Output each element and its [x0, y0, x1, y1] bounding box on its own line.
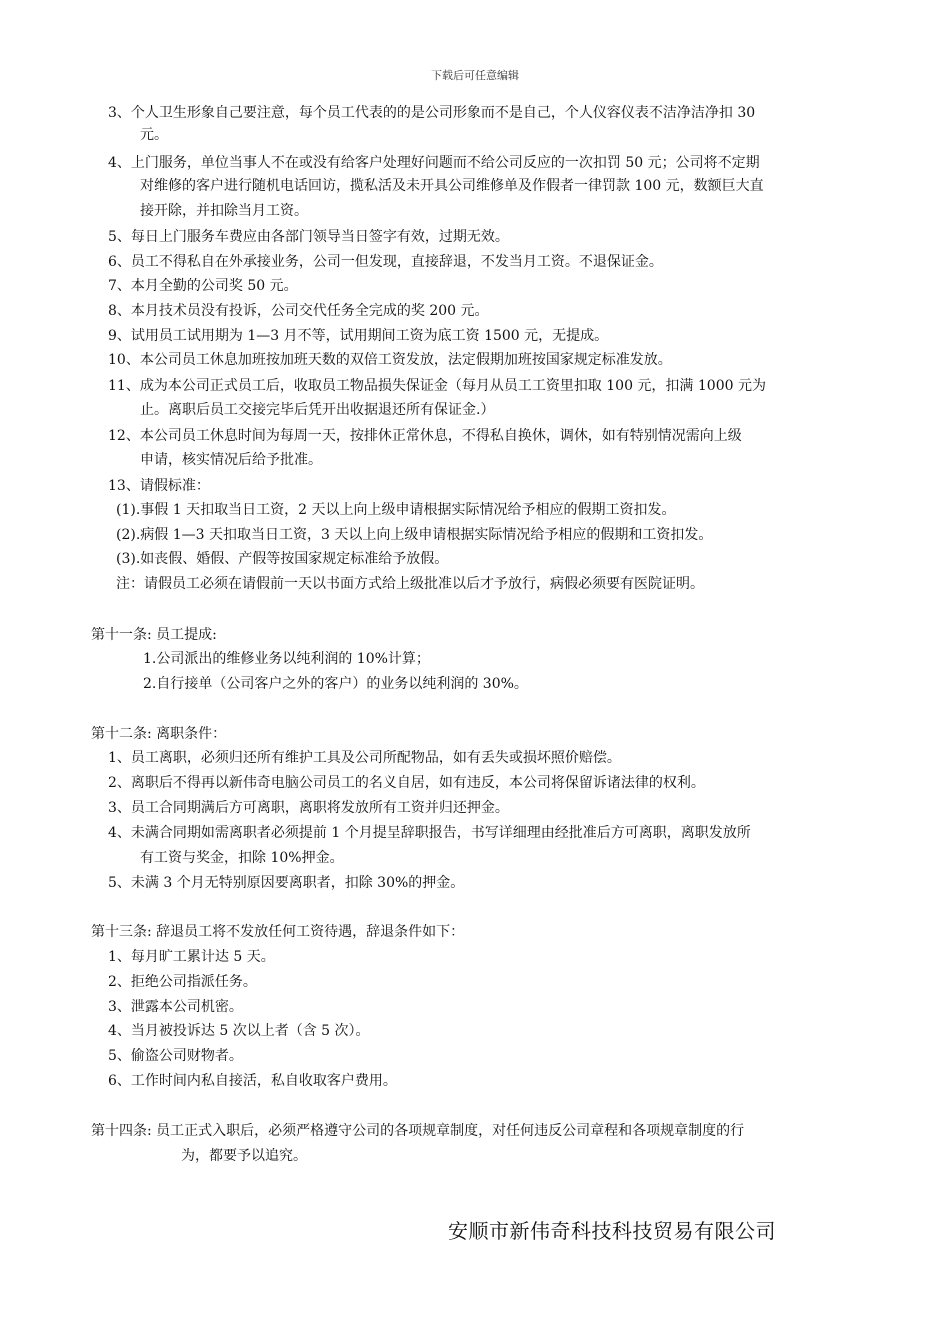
article-12-item-3: 3、员工合同期满后方可离职，离职将发放所有工资并归还押金。	[108, 800, 509, 816]
article-13-item-6: 6、工作时间内私自接活，私自收取客户费用。	[108, 1073, 397, 1089]
article-13-title: 第十三条: 辞退员工将不发放任何工资待遇，辞退条件如下：	[91, 924, 465, 940]
page-header: 下载后可任意编辑	[431, 69, 519, 82]
rule-3-line-2: 元。	[140, 127, 168, 143]
article-12-item-2: 2、离职后不得再以新伟奇电脑公司员工的名义自居，如有违反，本公司将保留诉诸法律的权利。	[108, 775, 705, 791]
article-12-item-1: 1、员工离职，必须归还所有维护工具及公司所配物品，如有丢失或损坏照价赔偿。	[108, 750, 621, 766]
article-12-item-4-line-2: 有工资与奖金，扣除 10%押金。	[140, 850, 344, 866]
article-13-item-3: 3、泄露本公司机密。	[108, 999, 243, 1015]
article-13-item-5: 5、偷盗公司财物者。	[108, 1048, 243, 1064]
company-signature: 安顺市新伟奇科技科技贸易有限公司	[448, 1219, 776, 1243]
leave-item-3: (3).如丧假、婚假、产假等按国家规定标准给予放假。	[116, 551, 449, 567]
rule-11-line-1: 11、成为本公司正式员工后，收取员工物品损失保证金（每月从员工工资里扣取 100 元，扣满 1000 元为	[108, 378, 766, 394]
rule-10: 10、本公司员工休息加班按加班天数的双倍工资发放，法定假期加班按国家规定标准发放。	[108, 352, 672, 368]
rule-6: 6、员工不得私自在外承接业务，公司一但发现，直接辞退，不发当月工资。不退保证金。	[108, 254, 663, 270]
article-11-item-2: 2.自行接单（公司客户之外的客户）的业务以纯利润的 30%。	[143, 676, 528, 692]
rule-13: 13、请假标准：	[108, 478, 210, 494]
leave-item-1: (1).事假 1 天扣取当日工资，2 天以上向上级申请根据实际情况给予相应的假期工资扣发。	[116, 502, 676, 518]
rule-4-line-2: 对维修的客户进行随机电话回访，揽私活及未开具公司维修单及作假者一律罚款 100 元，数额巨大直	[140, 178, 764, 194]
leave-note: 注：请假员工必须在请假前一天以书面方式给上级批准以后才予放行，病假必须要有医院证明。	[116, 576, 704, 592]
article-12-title: 第十二条: 离职条件：	[91, 726, 227, 742]
rule-4-line-3: 接开除，并扣除当月工资。	[140, 203, 308, 219]
article-12-item-4-line-1: 4、未满合同期如需离职者必须提前 1 个月提呈辞职报告，书写详细理由经批准后方可离职，离职发放所	[108, 825, 751, 841]
rule-4-line-1: 4、上门服务，单位当事人不在或没有给客户处理好问题而不给公司反应的一次扣罚 50 元；公司将不定期	[108, 155, 760, 171]
article-13-item-4: 4、当月被投诉达 5 次以上者（含 5 次）。	[108, 1023, 370, 1039]
article-13-item-1: 1、每月旷工累计达 5 天。	[108, 949, 275, 965]
rule-9: 9、试用员工试用期为 1—3 月不等，试用期间工资为底工资 1500 元，无提成。	[108, 328, 609, 344]
rule-12-line-2: 申请，核实情况后给予批准。	[140, 452, 322, 468]
rule-3-line-1: 3、个人卫生形象自己要注意，每个员工代表的的是公司形象而不是自己，个人仪容仪表不洁净洁净扣 30	[108, 105, 756, 121]
rule-5: 5、每日上门服务车费应由各部门领导当日签字有效，过期无效。	[108, 229, 509, 245]
rule-7: 7、本月全勤的公司奖 50 元。	[108, 278, 298, 294]
rule-12-line-1: 12、本公司员工休息时间为每周一天，按排休正常休息，不得私自换休，调休，如有特别情况需向上级	[108, 428, 742, 444]
article-12-item-5: 5、未满 3 个月无特别原因要离职者，扣除 30%的押金。	[108, 875, 465, 891]
rule-8: 8、本月技术员没有投诉，公司交代任务全完成的奖 200 元。	[108, 303, 489, 319]
rule-11-line-2: 止。离职后员工交接完毕后凭开出收据退还所有保证金.）	[140, 402, 495, 418]
article-14-line-2: 为，都要予以追究。	[181, 1148, 307, 1164]
article-14-line-1: 第十四条: 员工正式入职后，必须严格遵守公司的各项规章制度，对任何违反公司章程和各项规章制度的行	[91, 1123, 745, 1139]
article-11-item-1: 1.公司派出的维修业务以纯利润的 10%计算；	[143, 651, 430, 667]
article-11-title: 第十一条: 员工提成:	[91, 627, 217, 643]
article-13-item-2: 2、拒绝公司指派任务。	[108, 974, 257, 990]
leave-item-2: (2).病假 1—3 天扣取当日工资，3 天以上向上级申请根据实际情况给予相应的假期和工资扣发。	[116, 527, 713, 543]
